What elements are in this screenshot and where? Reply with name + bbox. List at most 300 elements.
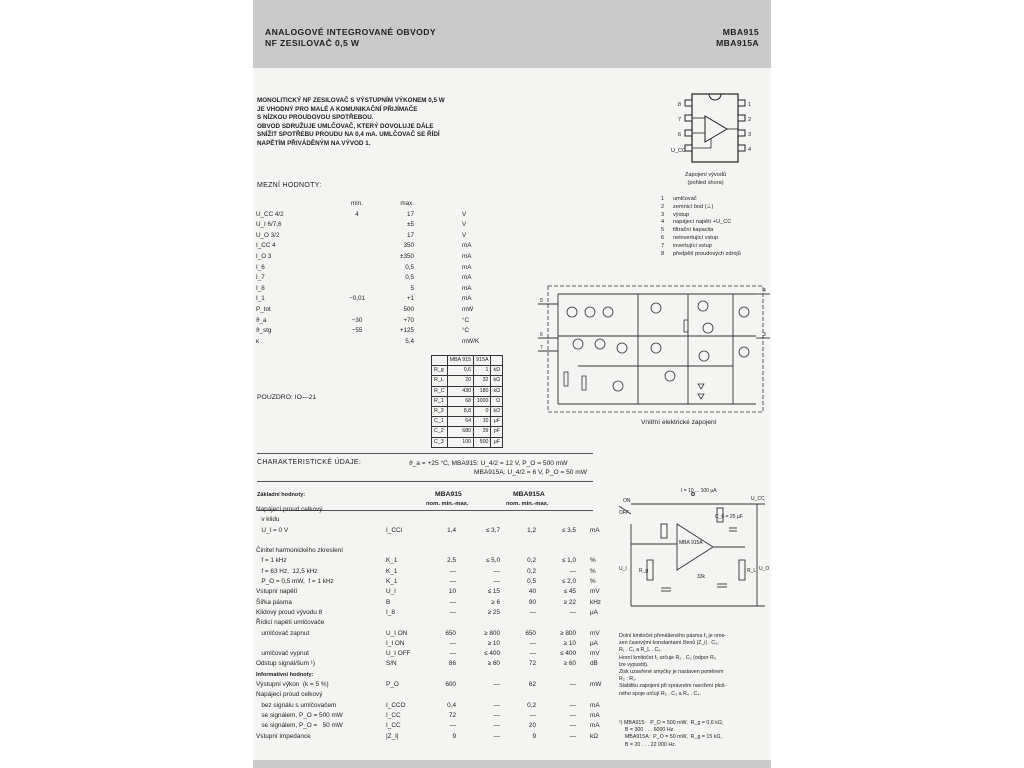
svg-text:3: 3 <box>763 332 766 338</box>
char-b-nom <box>500 618 536 628</box>
limit-min <box>338 305 376 316</box>
char-label: Vstupní impedance <box>256 732 311 740</box>
limit-min <box>338 337 376 348</box>
application-circuit <box>617 484 769 614</box>
characteristics-heading: CHARAKTERISTICKÉ ÚDAJE: <box>257 459 362 466</box>
char-a-range: ≤ 5,0 <box>485 557 500 565</box>
table-cell: 430 <box>447 386 474 396</box>
char-b-range: ≥ 10 <box>563 639 576 647</box>
char-a-nom: — <box>449 650 456 658</box>
char-label: umlčovač vypnut <box>256 650 309 658</box>
table-cell: 20 <box>447 376 474 386</box>
table-cell: 0,6 <box>447 366 474 376</box>
char-b-nom: 62 <box>528 681 536 689</box>
col-sub-a: nom. min.-max. <box>426 501 469 507</box>
table-row <box>256 515 626 525</box>
limit-min <box>338 273 376 284</box>
char-label: se signálem, P_O = 50 mW <box>256 722 343 730</box>
table-row <box>256 567 626 577</box>
char-b-nom: 72 <box>528 660 536 668</box>
circuit-label-rl: R_L <box>747 568 757 574</box>
char-b-nom: 0,2 <box>527 701 536 709</box>
char-b-nom: — <box>529 639 536 647</box>
pin-legend-item <box>661 227 741 235</box>
char-a-range: ≤ 400 <box>484 650 500 658</box>
char-unit: dB <box>590 660 598 668</box>
limits-heading: MEZNÍ HODNOTY: <box>257 182 322 189</box>
limit-param: P_tot <box>256 305 271 313</box>
char-label: Řídicí napětí umlčovače <box>256 619 325 627</box>
table-cell: 68 <box>447 396 474 406</box>
schematic-caption: Vnitřní elektrické zapojení <box>641 419 717 426</box>
limit-max: 0,5 <box>405 263 414 271</box>
pin-legend-item <box>661 243 741 251</box>
char-a-range <box>456 515 500 525</box>
pin-description: zemnicí bod (⊥) <box>673 203 714 210</box>
char-b-nom: 9 <box>532 732 536 740</box>
char-a-range <box>456 505 500 515</box>
limit-max: 5,4 <box>405 337 414 345</box>
char-a-range <box>456 690 500 700</box>
table-cell: kΩ <box>491 366 503 376</box>
svg-text:1: 1 <box>748 102 752 108</box>
limit-max: +1 <box>406 295 414 303</box>
circuit-label-chip: MBA 915A <box>679 540 703 546</box>
limit-unit: mA <box>462 295 472 303</box>
char-a-range: ≤ 3,7 <box>485 526 500 534</box>
limit-unit: V <box>462 231 467 239</box>
char-unit: mA <box>590 526 600 534</box>
table-cell: 39 <box>474 427 491 437</box>
char-label: f = 1 kHz <box>256 557 287 565</box>
footnote <box>619 720 723 749</box>
char-b-range: ≤ 3,5 <box>561 526 576 534</box>
limit-param: I_1 <box>256 295 265 303</box>
char-a-nom: 10 <box>448 588 456 596</box>
pinout-diagram <box>665 86 765 178</box>
char-b-nom <box>500 515 536 525</box>
table-cell: 680 <box>447 427 474 437</box>
char-b-range: — <box>569 711 576 719</box>
table-row <box>256 701 626 711</box>
char-a-range <box>456 546 500 556</box>
pin-number: 2 <box>661 203 665 210</box>
char-b-nom: — <box>529 608 536 616</box>
limit-unit: °C <box>462 327 470 335</box>
table-row <box>432 427 503 437</box>
table-cell: 10 <box>474 417 491 427</box>
limit-max: ±5 <box>407 221 414 229</box>
table-row <box>256 210 522 221</box>
char-a-nom: 86 <box>448 660 456 668</box>
char-label: umlčovač zapnut <box>256 629 310 637</box>
char-b-nom: 650 <box>525 629 536 637</box>
table-cell <box>432 356 448 366</box>
char-symbol: I_I ON <box>386 639 405 647</box>
table-row <box>256 241 522 252</box>
pin-number: 7 <box>661 242 665 249</box>
limit-unit: mW/K <box>462 337 480 345</box>
table-row <box>256 649 626 659</box>
table-cell: R_L <box>432 376 448 386</box>
limit-max: 17 <box>406 231 414 239</box>
char-symbol: |Z_I| <box>386 732 399 740</box>
char-unit: kΩ <box>590 732 598 740</box>
char-a-nom <box>426 546 456 556</box>
char-symbol: U_I ON <box>386 629 408 637</box>
limit-max: +70 <box>403 316 414 324</box>
table-row <box>256 231 522 242</box>
circuit-label-ui: U_I <box>619 566 627 572</box>
intro-paragraph: MONOLITICKÝ NF ZESILOVAČ S VÝSTUPNÍM VÝKONEM 0,5 W JE VHODNÝ PRO MALÉ A KOMUNIKAČNÍ PŘIJÍMAČE S NÍZKOU PROUDOVOU SPOTŘEBOU. OBVOD SDRUŽUJE UMLČOVAČ, KTERÝ DOVOLUJE DÁLE SNÍŽIT SPOTŘEBU PROUDU NA 0,4 mA. UMLČOVAČ SE ŘÍDÍ NAPĚTÍM PŘIVÁDĚNÝM NA VÝVOD 1. <box>257 97 445 147</box>
note-line: R₁ . C₁ a R_L . C₅. <box>619 647 662 654</box>
pin-description: filtrační kapacita <box>673 227 714 234</box>
char-label: U_I = 0 V <box>256 526 289 534</box>
table-row <box>256 577 626 587</box>
footnote-line: ¹) MBA915: P_O = 500 mW, R_g = 0,6 kΩ, <box>619 720 724 726</box>
limit-min: 4 <box>355 210 359 218</box>
table-row <box>256 505 626 515</box>
pin-number: 6 <box>661 234 665 241</box>
table-cell: 1000 <box>474 396 491 406</box>
limit-param: ϑ_a <box>256 316 267 324</box>
table-cell: 32 <box>474 376 491 386</box>
limit-min: −55 <box>351 327 363 335</box>
char-symbol: I_CCI <box>386 526 403 534</box>
char-a-range: ≤ 15 <box>487 588 500 596</box>
char-a-nom: — <box>449 598 456 606</box>
char-b-nom: 0,2 <box>527 567 536 575</box>
pin-legend-item <box>661 212 741 220</box>
pin-description: předpětí proudových zdrojů <box>673 250 741 257</box>
table-cell: μF <box>491 437 503 447</box>
table-cell: 8,8 <box>447 406 474 416</box>
char-label <box>256 536 386 546</box>
limit-unit: mA <box>462 242 472 250</box>
char-b-range <box>536 536 576 546</box>
pin-legend-item <box>661 235 741 243</box>
char-a-range: — <box>493 701 500 709</box>
char-unit: % <box>590 567 596 575</box>
group-label: Základní hodnoty: <box>257 492 306 498</box>
char-a-range: ≥ 10 <box>487 639 500 647</box>
table-row <box>256 711 626 721</box>
circuit-label-on: ON <box>623 498 631 504</box>
char-b-range: ≥ 22 <box>563 598 576 606</box>
char-a-range <box>456 618 500 628</box>
divider <box>257 453 593 454</box>
note-line: Stabilitu zapojení při správném navržení ploš- <box>619 683 727 690</box>
note-line: Horní kmitočet f₂ určuje R₂ . C₂ (odpor R₃ <box>619 654 716 661</box>
char-symbol <box>386 505 426 515</box>
char-symbol: K_1 <box>386 578 398 586</box>
limit-param: U_I 6/7,6 <box>256 221 282 229</box>
char-a-range <box>456 536 500 546</box>
svg-text:3: 3 <box>748 132 752 138</box>
pin-description: neinvertující vstup <box>673 234 719 241</box>
characteristics-conditions: ϑ_a = +25 °C, MBA915: U_4/2 = 12 V, P_O = 500 mW MBA915A: U_4/2 = 6 V, P_O = 50 mW <box>409 460 588 476</box>
table-row <box>432 406 503 416</box>
char-a-nom: 1,4 <box>447 526 456 534</box>
table-cell: 500 <box>474 437 491 447</box>
svg-text:4: 4 <box>748 147 752 153</box>
circuit-label-uo: U_O <box>759 566 769 572</box>
char-a-range <box>456 670 500 680</box>
char-unit: mV <box>590 588 600 596</box>
table-cell: kΩ <box>491 386 503 396</box>
char-b-range: ≤ 400 <box>560 650 576 658</box>
char-unit: mA <box>590 711 600 719</box>
limit-min <box>338 263 376 274</box>
char-unit: μA <box>590 608 598 616</box>
char-symbol: U_I <box>386 588 396 596</box>
char-b-range: — <box>569 681 576 689</box>
table-row <box>256 608 626 618</box>
svg-text:7: 7 <box>540 345 543 351</box>
char-b-range: ≥ 800 <box>560 629 576 637</box>
char-b-nom: 20 <box>528 722 536 730</box>
table-row <box>256 284 522 295</box>
table-cell: C_1 <box>432 417 448 427</box>
pin-description: napájecí napětí +U_CC <box>673 219 732 226</box>
char-unit: kHz <box>590 598 602 606</box>
svg-text:U_CC: U_CC <box>671 148 686 154</box>
svg-text:4: 4 <box>763 288 766 294</box>
limit-min <box>338 241 376 252</box>
table-row <box>256 526 626 536</box>
table-row <box>432 376 503 386</box>
char-b-nom: 90 <box>528 598 536 606</box>
limit-unit: mA <box>462 263 472 271</box>
table-cell: pF <box>491 427 503 437</box>
table-row <box>256 690 626 700</box>
table-row <box>256 326 522 337</box>
limit-param: U_O 3/2 <box>256 231 280 239</box>
limit-max: 0,5 <box>405 274 414 282</box>
char-b-nom <box>500 536 536 546</box>
limit-max: 17 <box>406 210 414 218</box>
table-cell: R_1 <box>432 396 448 406</box>
table-header-cell <box>491 356 503 366</box>
table-row <box>256 732 626 742</box>
svg-text:6: 6 <box>540 332 543 338</box>
char-a-nom: — <box>449 639 456 647</box>
char-unit <box>576 618 626 628</box>
char-b-nom <box>500 670 536 680</box>
char-a-nom <box>426 670 456 680</box>
design-notes <box>619 633 726 698</box>
char-symbol: I_CC <box>386 711 401 719</box>
char-unit: mW <box>590 681 602 689</box>
char-b-range <box>536 618 576 628</box>
limit-max: ±350 <box>400 252 414 260</box>
table-row <box>256 639 626 649</box>
char-a-range: ≥ 6 <box>491 598 500 606</box>
circuit-label-33k: 33k <box>697 574 706 580</box>
char-a-range: — <box>493 578 500 586</box>
char-a-nom <box>426 505 456 515</box>
char-a-nom: 72 <box>448 711 456 719</box>
limit-param: I_6 <box>256 263 265 271</box>
char-a-nom: — <box>449 567 456 575</box>
footer-band <box>253 760 771 768</box>
table-cell: 180 <box>474 386 491 396</box>
char-a-range: — <box>493 711 500 719</box>
limit-max: 500 <box>403 305 414 313</box>
limit-max: 350 <box>403 242 414 250</box>
limit-min: −0,01 <box>349 295 365 303</box>
pin-legend <box>661 196 741 258</box>
char-label: Činitel harmonického zkreslení <box>256 547 344 555</box>
limit-param: I_CC 4 <box>256 242 276 250</box>
char-b-range: ≥ 60 <box>563 660 576 668</box>
table-cell: 1 <box>474 366 491 376</box>
char-label: Informativní hodnoty: <box>256 671 314 678</box>
svg-text:6: 6 <box>678 132 682 138</box>
char-b-nom <box>500 546 536 556</box>
char-b-range: — <box>569 722 576 730</box>
char-a-nom <box>426 690 456 700</box>
table-row <box>256 659 626 669</box>
col-sub-b: nom. min.-max. <box>506 501 549 507</box>
note-line: lze vypustit). <box>619 661 649 668</box>
footnote-line: B = 300 . . . 6000 Hz. <box>619 727 675 734</box>
table-row <box>432 437 503 447</box>
char-b-range <box>536 515 576 525</box>
table-header-row <box>432 356 503 366</box>
limit-unit: mW <box>462 305 474 313</box>
char-a-nom: 2,5 <box>447 557 456 565</box>
limit-unit: V <box>462 210 467 218</box>
char-symbol <box>386 618 426 628</box>
char-symbol: I_CC <box>386 722 401 730</box>
table-cell: R_3 <box>432 406 448 416</box>
char-a-nom: 600 <box>445 681 456 689</box>
char-unit: μA <box>590 639 598 647</box>
char-symbol <box>386 546 426 556</box>
char-label: Šířka pásma <box>256 598 292 606</box>
limit-max: +125 <box>399 327 414 335</box>
char-b-nom <box>500 690 536 700</box>
table-row <box>256 337 522 348</box>
char-label: P_O = 0,5 mW, f = 1 kHz <box>256 578 334 586</box>
table-row <box>256 220 522 231</box>
char-label: Napájecí proud celkový <box>256 691 323 699</box>
table-row <box>256 546 626 556</box>
table-header-cell: 915A <box>474 356 491 366</box>
circuit-label-off: OFF <box>619 510 629 516</box>
char-b-range: — <box>569 567 576 575</box>
char-a-nom <box>426 515 456 525</box>
table-cell: kΩ <box>491 406 503 416</box>
table-row <box>256 263 522 274</box>
table-row <box>432 396 503 406</box>
char-unit: mV <box>590 650 600 658</box>
char-b-nom <box>500 505 536 515</box>
limit-min <box>338 220 376 231</box>
table-row <box>432 417 503 427</box>
table-row <box>256 587 626 597</box>
limit-min <box>338 284 376 295</box>
char-symbol: I_8 <box>386 608 395 616</box>
char-unit: mA <box>590 722 600 730</box>
limit-unit: °C <box>462 316 470 324</box>
table-cell: μF <box>491 417 503 427</box>
svg-text:8: 8 <box>678 102 682 108</box>
char-label: v klidu <box>256 516 280 524</box>
table-cell: R_g <box>432 366 448 376</box>
limit-min <box>338 252 376 263</box>
char-a-nom: — <box>449 608 456 616</box>
char-unit: mV <box>590 629 600 637</box>
char-symbol <box>386 536 426 546</box>
char-b-range: ≤ 2,0 <box>561 578 576 586</box>
pin-number: 8 <box>661 250 665 257</box>
table-cell: C_2 <box>432 427 448 437</box>
table-row <box>256 305 522 316</box>
circuit-label-current: I = 10 ... 100 μA <box>681 488 717 494</box>
page-title: ANALOGOVÉ INTEGROVANÉ OBVODY NF ZESILOVAČ 0,5 W <box>265 27 436 48</box>
part-numbers: MBA915 MBA915A <box>716 27 759 48</box>
table-row <box>256 721 626 731</box>
note-line: Dolní kmitočet přenášeného pásma f₁ je ome- <box>619 633 727 639</box>
limit-unit: mA <box>462 274 472 282</box>
char-a-range: ≥ 60 <box>487 660 500 668</box>
limits-table <box>256 199 522 347</box>
char-a-nom <box>426 618 456 628</box>
table-cell: Ω <box>491 396 503 406</box>
char-label: Vstupní napětí <box>256 588 298 596</box>
char-label: Odstup signál/šum ¹) <box>256 660 315 668</box>
char-b-range <box>536 505 576 515</box>
table-cell: 64 <box>447 417 474 427</box>
limit-unit: mA <box>462 284 472 292</box>
pin-number: 1 <box>661 196 665 202</box>
pin-description: výstup <box>673 211 690 218</box>
limit-min: −30 <box>351 316 363 324</box>
circuit-label-rg: R_g <box>639 568 649 574</box>
table-row <box>432 366 503 376</box>
internal-schematic <box>538 276 770 436</box>
characteristics-table <box>256 505 626 742</box>
table-header-cell: MBA 915 <box>447 356 474 366</box>
limit-param: I_7 <box>256 274 265 282</box>
char-b-range <box>536 670 576 680</box>
char-symbol: I_CCO <box>386 701 406 709</box>
datasheet-page <box>253 0 771 768</box>
table-row <box>256 252 522 263</box>
note-line: zen časovými konstantami členů |Z_i| . C₃, <box>619 640 719 647</box>
footnote-line: MBA915A: P_O = 50 mW, R_g = 15 kΩ, <box>619 734 722 741</box>
table-row <box>256 670 626 680</box>
limit-max: 5 <box>410 284 414 292</box>
char-a-range: — <box>493 681 500 689</box>
char-b-range <box>536 546 576 556</box>
limit-unit: V <box>462 221 467 229</box>
char-a-nom: 0,4 <box>447 701 456 709</box>
package-label: POUZDRO: IO—21 <box>257 394 317 401</box>
char-label: se signálem, P_O = 500 mW <box>256 711 343 719</box>
limit-unit: mA <box>462 252 472 260</box>
char-b-range <box>536 690 576 700</box>
char-a-nom: — <box>449 578 456 586</box>
char-a-range: — <box>493 567 500 575</box>
table-row <box>256 294 522 305</box>
char-b-nom: 1,2 <box>527 526 536 534</box>
char-b-nom: 0,5 <box>527 578 536 586</box>
note-line: R₂ : R₁. <box>619 676 637 683</box>
pin-legend-item <box>661 196 741 204</box>
